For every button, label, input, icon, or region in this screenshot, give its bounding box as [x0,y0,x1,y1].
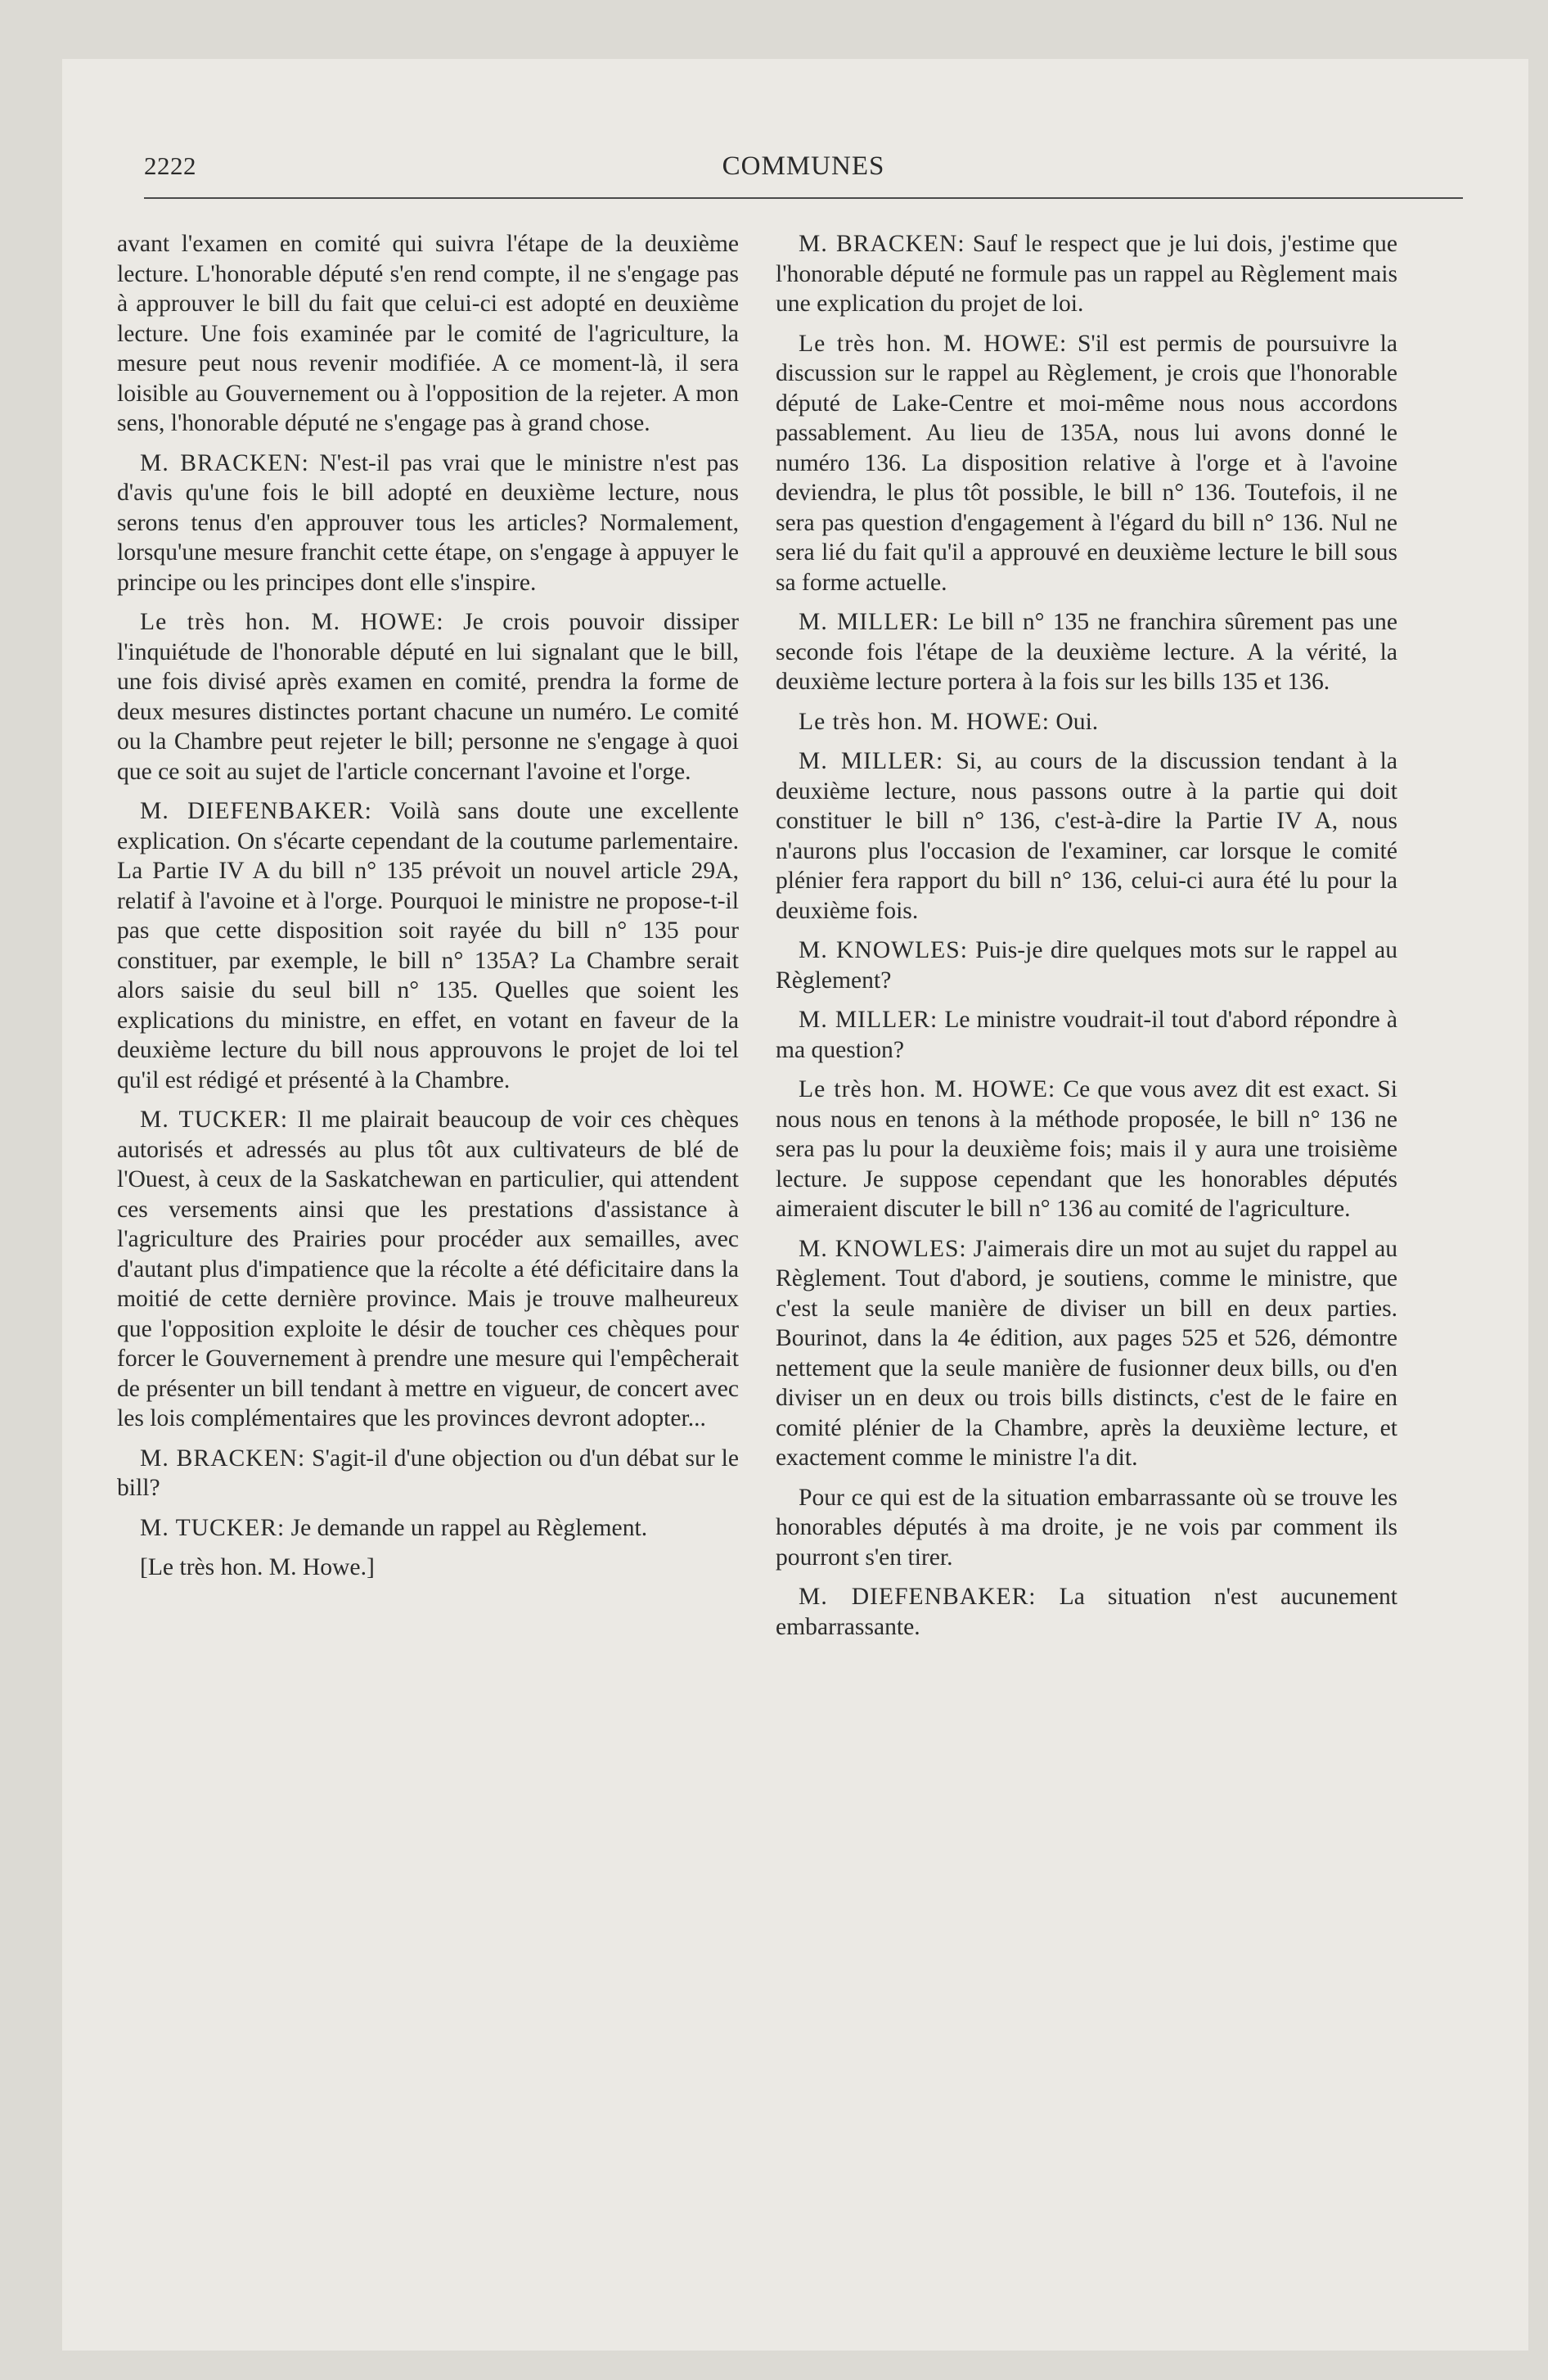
speech-text: Il me plairait beaucoup de voir ces chèques autorisés et adressés au plus tôt aux cultivateurs de blé de l'Ouest, à ceux de la Saskatchewan en particulier, qui attendent ces versements ainsi que les prestations d'assistance à l'agriculture des Prairies pour procéder aux semailles, avec d'autant plus d'impatience que la récolte a été déficitaire dans la moitié de cette dernière province. Mais je trouve malheureux que l'opposition exploite le désir de toucher ces chèques pour forcer le Gouvernement à prendre une mesure qui l'empêcherait de présenter un bill tendant à mettre en vigueur, de concert avec les lois complémentaires que les provinces devront adopter... [117,1107,739,1431]
speech-text: Voilà sans doute une excellente explication. On s'écarte cependant de la coutume parlementaire. La Partie IV A du bill n° 135 prévoit un nouvel article 29A, relatif à l'avoine et à l'orge. Pourquoi le ministre ne propose-t-il pas que cette disposition soit rayée du bill n° 135 pour constituer, par exemple, le bill n° 135A? La Chambre serait alors saisie du seul bill n° 135. Quelles que soient les explications du ministre, en effet, en votant en faveur de la deuxième lecture du bill nous approuvons le projet de loi tel qu'il est rédigé et présenté à la Chambre. [117,798,739,1093]
speaker-name: M. TUCKER: [140,1107,289,1133]
speech-text: Ce que vous avez dit est exact. Si nous nous en tenons à la méthode proposée, le bill n° 136 ne sera pas lu pour la deuxième fois; mais il y aura une troisième lecture. Je suppose cependant que les honorables députés aimeraient discuter le bill n° 136 au comité de l'agriculture. [776,1076,1397,1222]
paragraph [776,935,1397,995]
speaker-name: Le très hon. M. HOWE: [799,708,1051,735]
speaker-name: M. KNOWLES: [799,937,968,963]
speech-text: Pour ce qui est de la situation embarrassante où se trouve les honorables députés à ma droite, je ne vois par comment ils pourront s'en tirer. [776,1484,1397,1571]
footer-note [117,1553,739,1583]
speaker-name: M. MILLER: [799,748,944,774]
paragraph [117,1513,739,1544]
paragraph [776,229,1397,319]
speaker-name: Le très hon. M. HOWE: [799,1076,1056,1102]
speech-text: avant l'examen en comité qui suivra l'étape de la deuxième lecture. L'honorable député s'en rend compte, il ne s'engage pas à approuver le bill du fait que celui-ci est adopté en deuxième lecture. Une fois examinée par le comité de l'agriculture, la mesure peut nous revenir modifiée. A ce moment-là, il sera loisible au Gouvernement ou à l'opposition de la rejeter. A mon sens, l'honorable député ne s'engage pas à grand chose. [117,231,739,436]
paragraph [117,1105,739,1434]
speech-text: S'agit-il d'une objection ou d'un débat sur le bill? [117,1445,739,1501]
speech-text: Le bill n° 135 ne franchira sûrement pas une seconde fois l'étape de la deuxième lecture. A la vérité, la deuxième lecture portera à la fois sur les bills 135 et 136. [776,609,1397,695]
speaker-name: Le très hon. M. HOWE: [799,330,1068,357]
speaker-name: M. BRACKEN: [140,449,309,476]
paragraph [117,229,739,439]
paragraph [117,607,739,787]
right-column [776,229,1397,1652]
speaker-name: M. MILLER: [799,609,940,635]
left-column [117,229,739,1593]
speaker-name: M. MILLER: [799,1007,938,1033]
paragraph [776,746,1397,926]
paragraph [117,449,739,598]
page-number: 2222 [144,151,196,180]
paragraph [117,796,739,1095]
paragraph [776,329,1397,598]
speech-text: Oui. [1050,708,1099,735]
speech-text: Je demande un rappel au Règlement. [285,1514,648,1541]
speech-text: [Le très hon. M. Howe.] [140,1554,375,1580]
running-head: COMMUNES [722,151,885,181]
speech-text: N'est-il pas vrai que le ministre n'est pas d'avis qu'une fois le bill adopté en deuxième lecture, nous serons tenus d'en approuver tous les articles? Normalement, lorsqu'une mesure franchit cette étape, on s'engage à appuyer le principe ou les principes dont elle s'inspire. [117,449,739,596]
speaker-name: M. DIEFENBAKER: [799,1584,1037,1610]
paragraph [776,1483,1397,1573]
speech-text: S'il est permis de poursuivre la discussion sur le rappel au Règlement, je crois que l'honorable député de Lake-Centre et moi-même nous nous accordons passablement. Au lieu de 135A, nous lui avons donné le numéro 136. La disposition relative à l'orge et à l'avoine deviendra, le plus tôt possible, le bill n° 136. Toutefois, il ne sera pas question d'engagement à l'égard du bill n° 136. Nul ne sera lié du fait qu'il a approuvé en deuxième lecture le bill sous sa forme actuelle. [776,330,1397,596]
page-sheet [62,59,1528,2351]
speech-text: Puis-je dire quelques mots sur le rappel au Règlement? [776,937,1397,994]
paragraph [776,1582,1397,1642]
paragraph [776,1234,1397,1473]
speaker-name: M. DIEFENBAKER: [140,798,372,824]
speaker-name: M. TUCKER: [140,1514,286,1541]
page-header [144,151,1463,199]
speech-text: Sauf le respect que je lui dois, j'estime que l'honorable député ne formule pas un rappel au Règlement mais une explication du projet de loi. [776,231,1397,317]
speaker-name: M. BRACKEN: [140,1445,306,1472]
speech-text: Si, au cours de la discussion tendant à la deuxième lecture, nous passons outre à la partie qui doit constituer le bill n° 136, c'est-à-dire la Partie IV A, nous n'aurons plus l'occasion de l'examiner, car lorsque le comité plénier fera rapport du bill n° 136, celui-ci aura été lu pour la deuxième fois. [776,748,1397,924]
speaker-name: M. BRACKEN: [799,231,965,257]
paragraph [776,1075,1397,1224]
paragraph [776,607,1397,697]
paragraph [776,707,1397,737]
paragraph [776,1005,1397,1065]
speech-text: Le ministre voudrait-il tout d'abord répondre à ma question? [776,1007,1397,1063]
speech-text: J'aimerais dire un mot au sujet du rappel au Règlement. Tout d'abord, je soutiens, comme le ministre, que c'est la seule manière de diviser un bill en deux parties. Bourinot, dans la 4e édition, aux pages 525 et 526, démontre nettement que la seule manière de fusionner deux bills, ou d'en diviser un en deux ou trois bills distincts, c'est de le faire en comité plénier de la Chambre, après la deuxième lecture, et exactement comme le ministre l'a dit. [776,1235,1397,1471]
speech-text: Je crois pouvoir dissiper l'inquiétude de l'honorable député en lui signalant que le bill, une fois divisé après examen en comité, prendra la forme de deux mesures distinctes portant chacune un numéro. Le comité ou la Chambre peut rejeter le bill; personne ne s'engage à quoi que ce soit au sujet de l'article concernant l'avoine et l'orge. [117,609,739,785]
speaker-name: M. KNOWLES: [799,1235,967,1262]
paragraph [117,1444,739,1503]
speech-text: La situation n'est aucunement embarrassante. [776,1584,1397,1640]
speaker-name: Le très hon. M. HOWE: [140,609,444,635]
